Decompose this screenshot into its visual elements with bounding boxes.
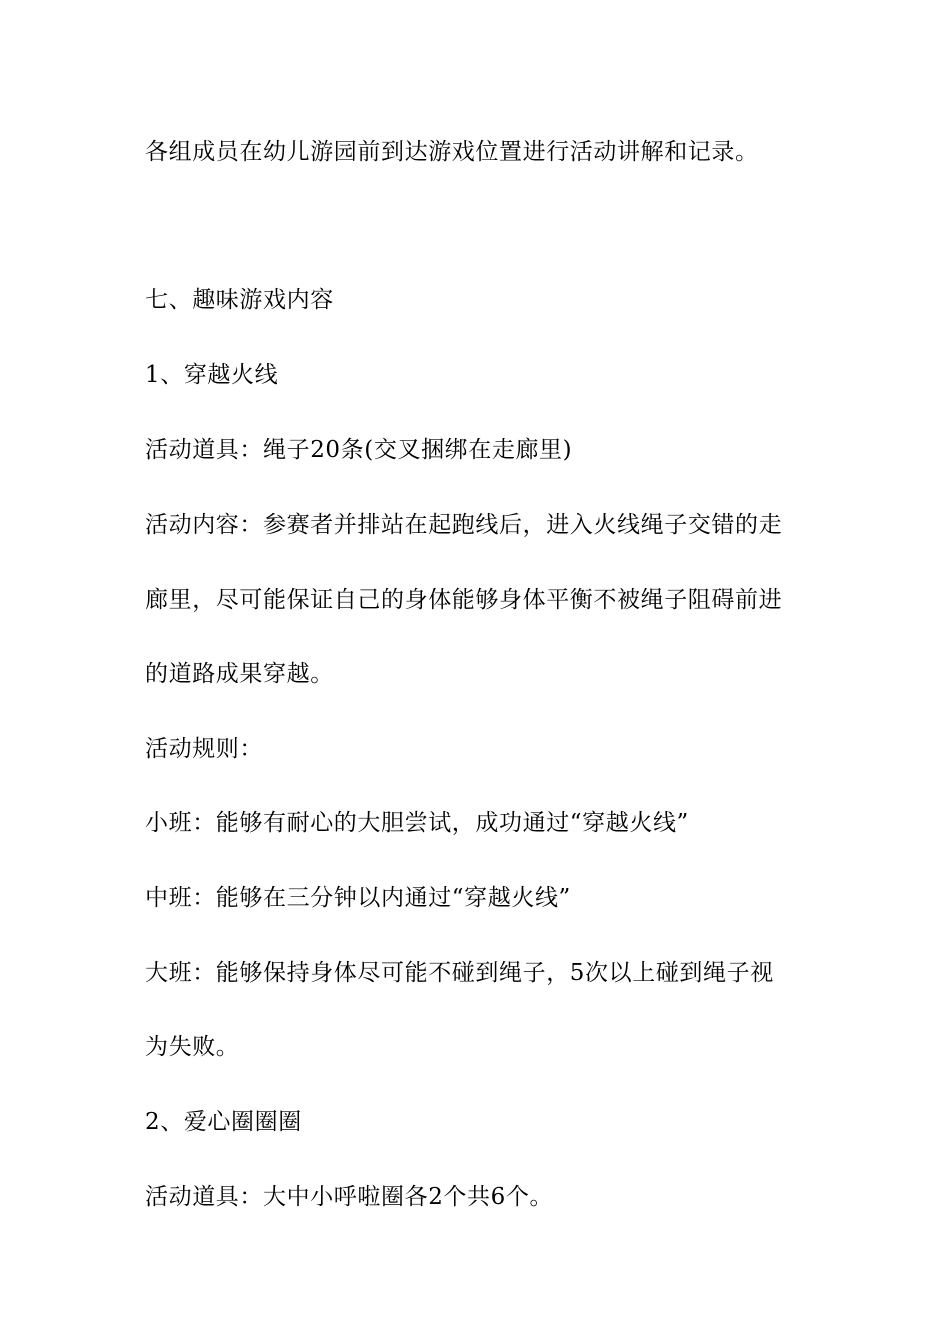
game1-content-line1: 活动内容：参赛者并排站在起跑线后，进入火线绳子交错的走 (145, 512, 783, 538)
game1-rule-large-class-line1: 大班：能够保持身体尽可能不碰到绳子，5次以上碰到绳子视 (145, 960, 774, 986)
game1-content-line2: 廊里，尽可能保证自己的身体能够身体平衡不被绳子阻碍前进 (145, 587, 783, 613)
game1-content-line3: 的道路成果穿越。 (145, 661, 334, 687)
game1-rules-heading: 活动规则： (145, 736, 263, 762)
game-title-1: 1、穿越火线 (145, 362, 279, 388)
game1-rule-small-class: 小班：能够有耐心的大胆尝试，成功通过“穿越火线” (145, 810, 689, 836)
game-title-2: 2、爱心圈圈圈 (145, 1109, 302, 1135)
game2-props: 活动道具：大中小呼啦圈各2个共6个。 (145, 1184, 554, 1210)
game1-props: 活动道具：绳子20条(交叉捆绑在走廊里) (145, 437, 573, 463)
paragraph-intro: 各组成员在幼儿游园前到达游戏位置进行活动讲解和记录。 (145, 139, 759, 165)
game1-rule-middle-class: 中班：能够在三分钟以内通过“穿越火线” (145, 885, 571, 911)
game1-rule-large-class-line2: 为失败。 (145, 1034, 240, 1060)
section-heading-games: 七、趣味游戏内容 (145, 287, 334, 313)
